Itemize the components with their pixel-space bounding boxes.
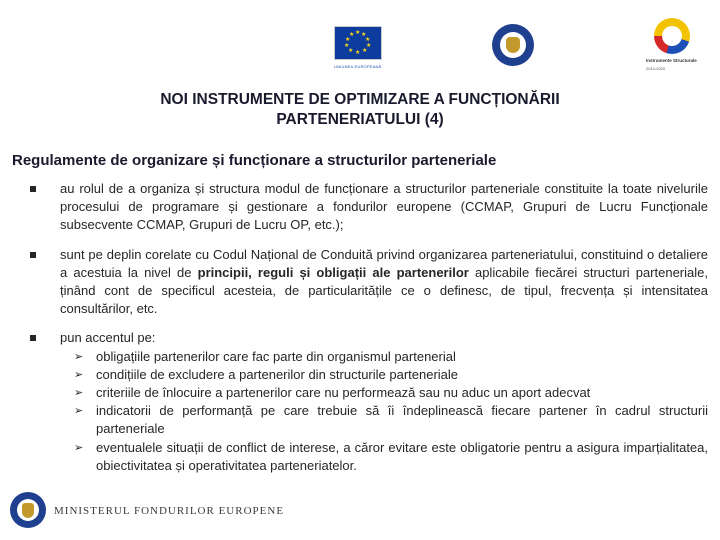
eu-flag-icon: ★ ★ ★ ★ ★ ★ ★ ★ ★ ★ (334, 26, 382, 60)
slide-title (60, 90, 660, 130)
structural-instruments-emblem-icon (654, 18, 690, 54)
eu-logo (334, 26, 382, 72)
ministry-crest-icon (10, 492, 46, 528)
bullet-list (30, 180, 708, 475)
footer-ministry-logo (10, 492, 285, 532)
eu-caption: UNIUNEA EUROPEANĂ (334, 64, 382, 69)
square-bullet-icon (30, 252, 36, 258)
arrow-bullet-icon: ➢ (74, 405, 84, 418)
section-heading: Regulamente de organizare și funcționare a structurilor parteneriale (12, 152, 497, 169)
sub-bullet-item (60, 439, 708, 475)
sub-bullet-text: indicatorii de performanță pe care trebuie să îi îndeplinească fiecare partener în cadrul structurii parteneriale (96, 403, 708, 437)
bullet-text: au rolul de a organiza și structura modul de funcționare a structurilor parteneriale constituite la toate nivelurile procesului de programare și gestionare a fondurilor europene (CCMAP, Grupuri de Lucru Funcționale subsecvente CCMAP, Grupuri de Lucru OP, etc.); (60, 181, 708, 233)
title-line2: PARTENERIATULUI (4) (276, 111, 444, 128)
sub-bullet-text: criteriile de înlocuire a partenerilor care nu performează sau nu aduc un aport adecvat (96, 385, 591, 401)
bullet-text: aplicabile fiecărei structuri parteneriale, ținând cont de specificul acesteia, de particularitățile ce o definesc, de tipul, frecvența și intensitatea consultărilor, etc. (60, 264, 708, 317)
arrow-bullet-icon: ➢ (74, 368, 84, 381)
romanian-government-crest-icon (492, 24, 534, 66)
square-bullet-icon (30, 335, 36, 341)
sub-bullet-item (60, 402, 708, 438)
sub-bullet-item (60, 348, 708, 366)
is-logo-line2: 2014-2020 (646, 66, 666, 71)
bullet-item (30, 246, 708, 319)
instrumente-structurale-logo (646, 18, 700, 76)
arrow-bullet-icon: ➢ (74, 387, 84, 400)
sub-bullet-text: obligațiile partenerilor care fac parte din organismul partenerial (96, 348, 456, 364)
bullet-item (30, 329, 708, 475)
arrow-bullet-icon: ➢ (74, 350, 84, 363)
title-line1: NOI INSTRUMENTE DE OPTIMIZARE A FUNCȚIONĂRII (160, 91, 560, 108)
bullet-item (30, 180, 708, 235)
bullet-text: sunt pe deplin corelate cu Codul Național de Conduită privind organizarea parteneriatului, constituind o detaliere a acestuia la nivel de (60, 246, 708, 280)
bullet-bold-text: principii, reguli și obligații ale partenerilor (197, 264, 469, 280)
is-logo-line1: Instrumente Structurale (646, 58, 697, 63)
bullet-text: pun accentul pe: (60, 330, 156, 346)
square-bullet-icon (30, 186, 36, 192)
ministry-name: MINISTERUL FONDURILOR EUROPENE (54, 505, 285, 517)
arrow-bullet-icon: ➢ (74, 441, 84, 454)
sub-bullet-text: condițiile de excludere a partenerilor din structurile parteneriale (96, 366, 459, 382)
sub-bullet-list (60, 348, 708, 475)
sub-bullet-text: eventualele situații de conflict de interese, a căror evitare este obligatorie pentru a asigura imparțialitatea, obiectivitatea și operativitatea parteneriatelor. (96, 439, 708, 473)
sub-bullet-item (60, 366, 708, 384)
header-logos (0, 18, 720, 78)
sub-bullet-item (60, 384, 708, 402)
